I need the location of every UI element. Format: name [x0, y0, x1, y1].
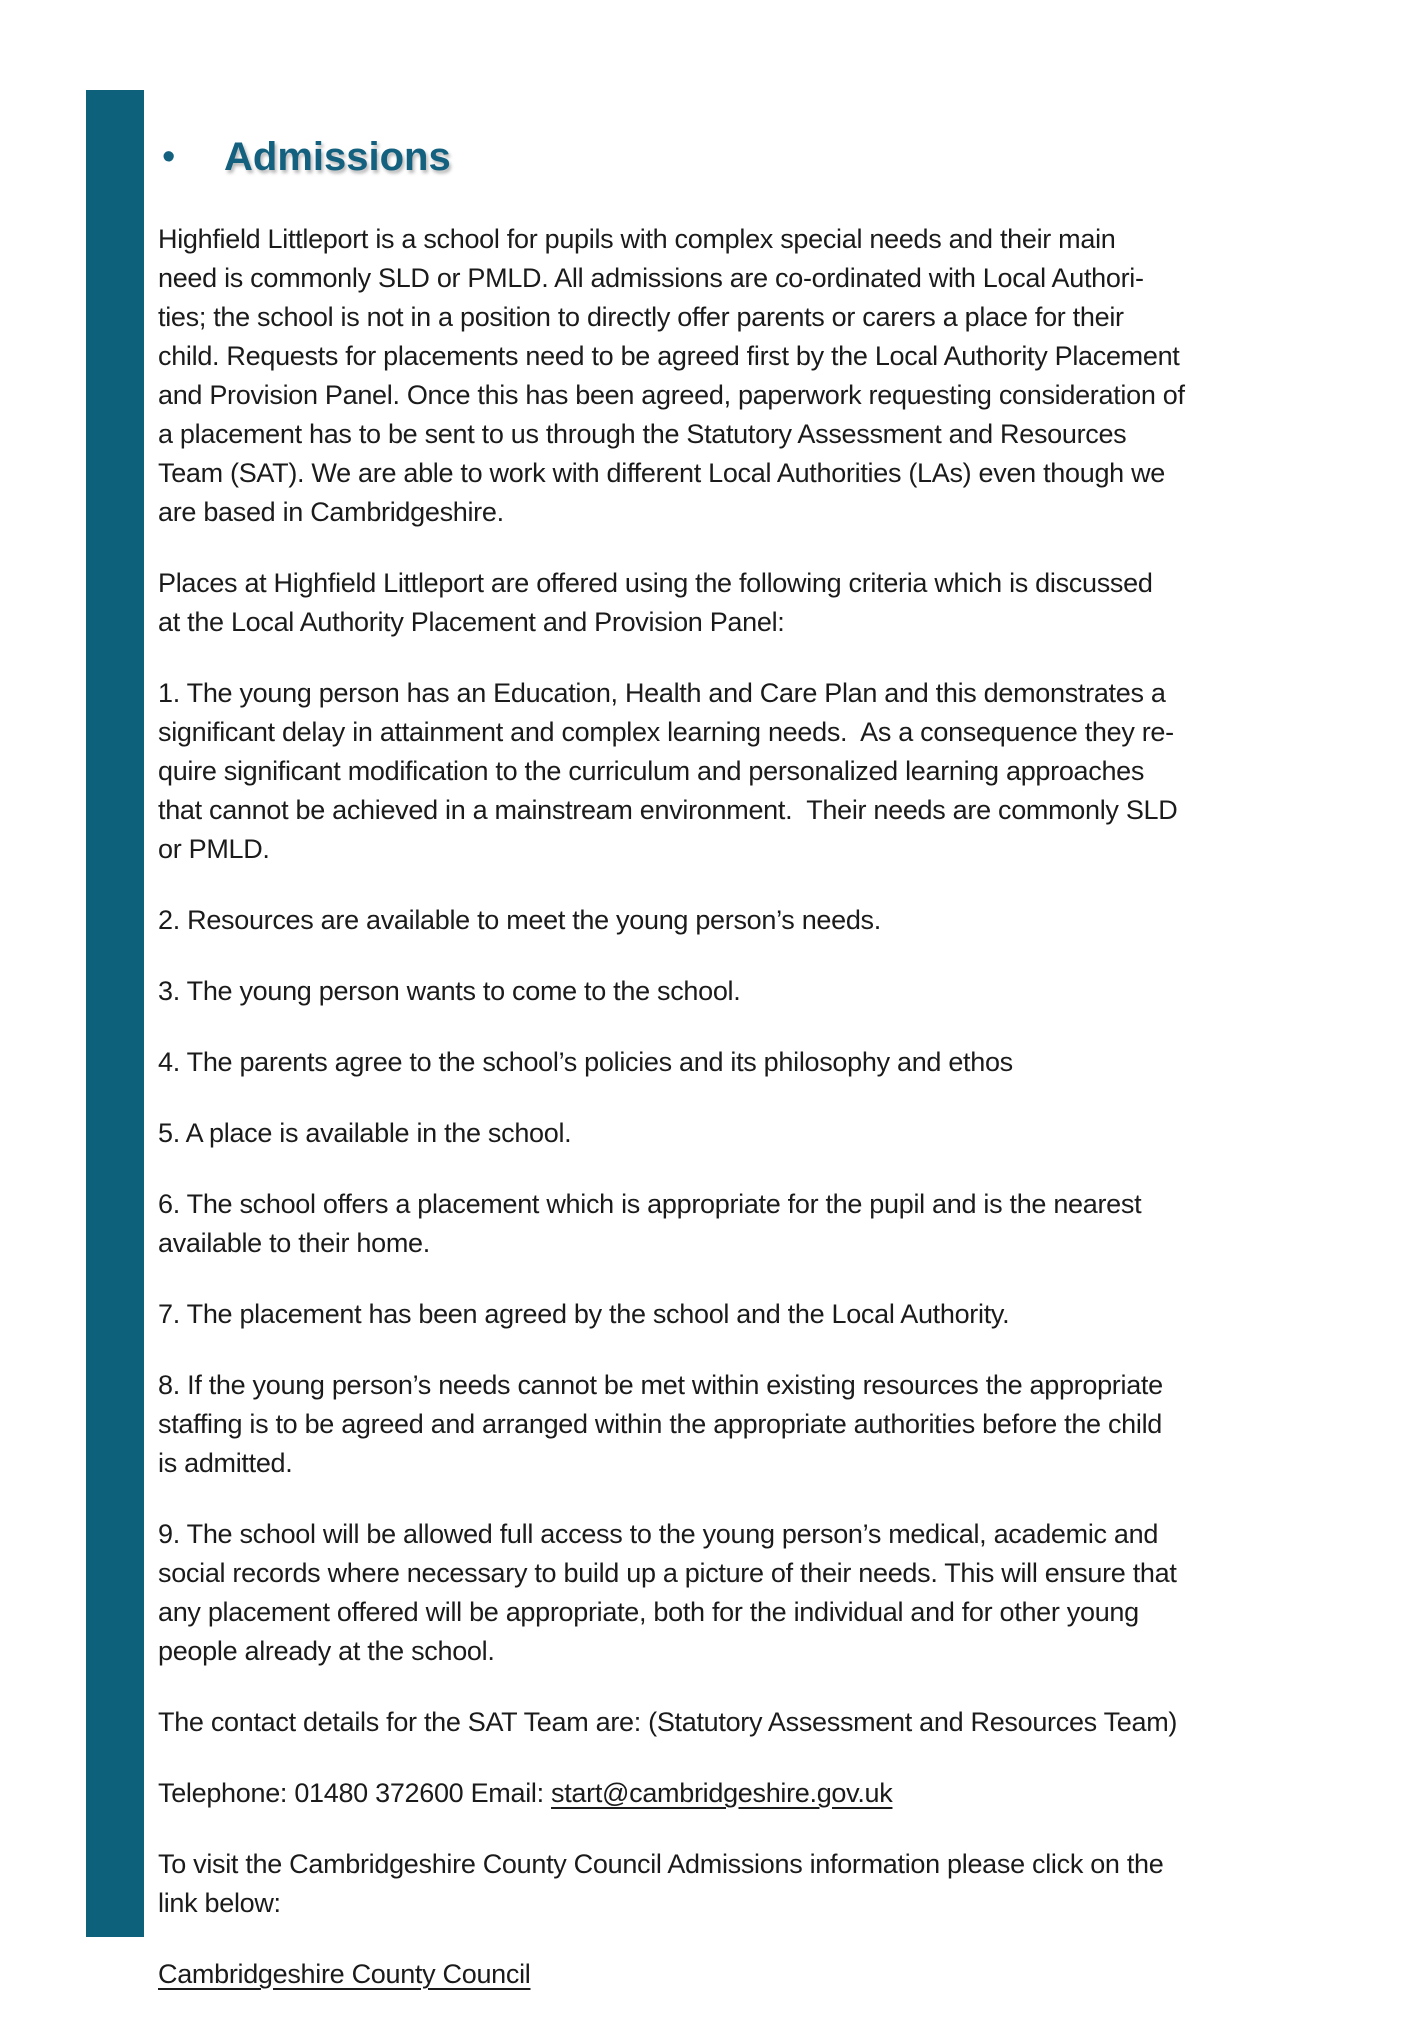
text-line: The contact details for the SAT Team are: (Statutory Assessment and Resources Team)	[158, 1707, 1178, 1737]
paragraph	[158, 1295, 1283, 1334]
paragraph	[158, 1114, 1283, 1153]
text-line: any placement offered will be appropriate, both for the individual and for other young	[158, 1597, 1139, 1627]
document-content	[158, 0, 1283, 2026]
text-line: 8. If the young person’s needs cannot be met within existing resources the appropriate	[158, 1370, 1163, 1400]
text-line: Places at Highfield Littleport are offered using the following criteria which is discussed	[158, 568, 1153, 598]
text-line: 1. The young person has an Education, Health and Care Plan and this demonstrates a	[158, 678, 1166, 708]
paragraph	[158, 1043, 1283, 1082]
text-line: To visit the Cambridgeshire County Council Admissions information please click on the	[158, 1849, 1164, 1879]
paragraph	[158, 1845, 1283, 1923]
text-line: Highfield Littleport is a school for pupils with complex special needs and their main	[158, 224, 1116, 254]
text-line: significant delay in attainment and complex learning needs. As a consequence they re-	[158, 717, 1174, 747]
text-line: staffing is to be agreed and arranged within the appropriate authorities before the child	[158, 1409, 1162, 1439]
text-line: 7. The placement has been agreed by the school and the Local Authority.	[158, 1299, 1010, 1329]
text-line: people already at the school.	[158, 1636, 495, 1666]
text-line: 3. The young person wants to come to the school.	[158, 976, 741, 1006]
paragraph	[158, 220, 1283, 532]
text-line: ties; the school is not in a position to directly offer parents or carers a place for their	[158, 302, 1124, 332]
paragraph	[158, 972, 1283, 1011]
left-accent-bar	[86, 90, 144, 1937]
paragraph	[158, 1703, 1283, 1742]
paragraph	[158, 1185, 1283, 1263]
council-link-paragraph	[158, 1955, 1283, 1994]
text-line: is admitted.	[158, 1448, 293, 1478]
telephone-text-line	[158, 1774, 1283, 1813]
body-paragraphs	[158, 220, 1283, 1742]
admissions-heading-row	[158, 132, 1283, 182]
text-line: 9. The school will be allowed full access to the young person’s medical, academic and	[158, 1519, 1159, 1549]
bullet-icon: •	[162, 136, 176, 178]
text-line: child. Requests for placements need to be agreed first by the Local Authority Placement	[158, 341, 1180, 371]
text-line: Team (SAT). We are able to work with different Local Authorities (LAs) even though we	[158, 458, 1166, 488]
council-link-line	[158, 1955, 1283, 1994]
visit-paragraphs	[158, 1845, 1283, 1923]
telephone-line	[158, 1774, 1283, 1813]
text-line: that cannot be achieved in a mainstream environment. Their needs are commonly SLD	[158, 795, 1178, 825]
paragraph	[158, 674, 1283, 869]
paragraph	[158, 901, 1283, 940]
text-line: 5. A place is available in the school.	[158, 1118, 572, 1148]
text-line: quire significant modification to the curriculum and personalized learning approaches	[158, 756, 1145, 786]
email-link[interactable]: start@cambridgeshire.gov.uk	[551, 1778, 893, 1808]
text-line: a placement has to be sent to us through the Statutory Assessment and Resources	[158, 419, 1127, 449]
text-line: and Provision Panel. Once this has been agreed, paperwork requesting consideration of	[158, 380, 1185, 410]
text-line: or PMLD.	[158, 834, 270, 864]
text-line: link below:	[158, 1888, 281, 1918]
text-line: 6. The school offers a placement which is appropriate for the pupil and is the nearest	[158, 1189, 1142, 1219]
text-line: are based in Cambridgeshire.	[158, 497, 504, 527]
text-line: 2. Resources are available to meet the young person’s needs.	[158, 905, 881, 935]
telephone-label: Telephone: 01480 372600 Email:	[158, 1778, 552, 1808]
text-line: need is commonly SLD or PMLD. All admissions are co-ordinated with Local Authori-	[158, 263, 1144, 293]
text-line: social records where necessary to build up a picture of their needs. This will ensure that	[158, 1558, 1177, 1588]
text-line: 4. The parents agree to the school’s policies and its philosophy and ethos	[158, 1047, 1013, 1077]
text-line: available to their home.	[158, 1228, 430, 1258]
text-line: at the Local Authority Placement and Provision Panel:	[158, 607, 785, 637]
paragraph	[158, 1515, 1283, 1671]
council-link[interactable]: Cambridgeshire County Council	[158, 1959, 531, 1989]
page-title: Admissions	[224, 134, 451, 179]
paragraph	[158, 1366, 1283, 1483]
paragraph	[158, 564, 1283, 642]
